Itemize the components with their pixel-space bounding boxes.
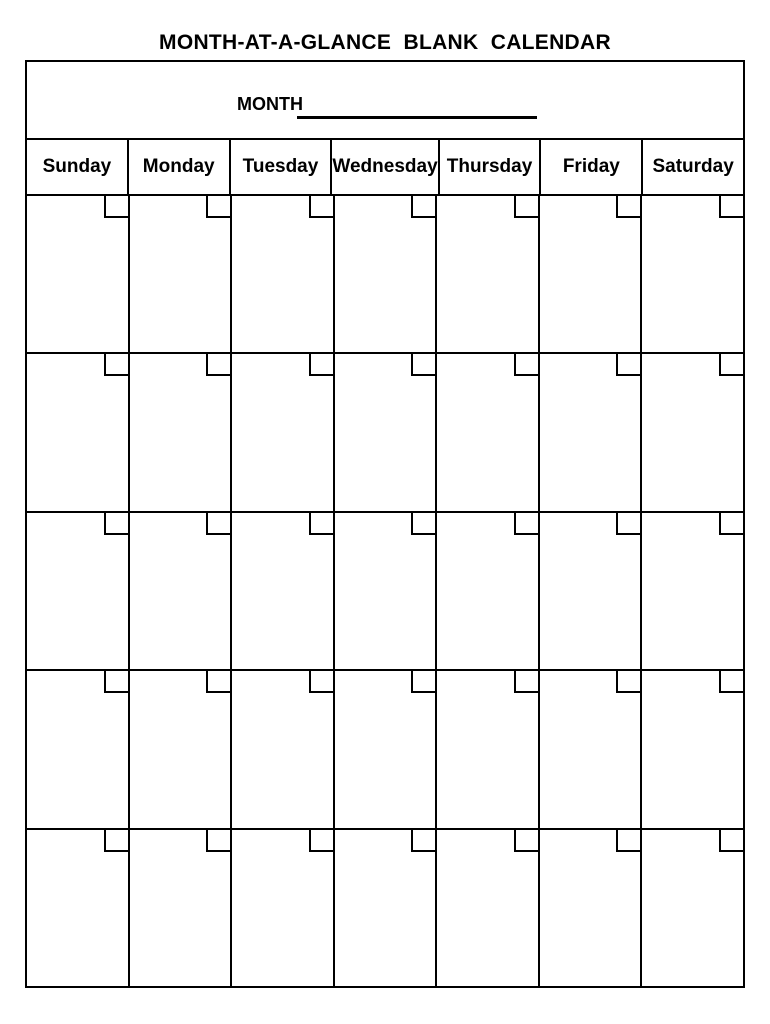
date-number-box[interactable] — [616, 830, 640, 852]
date-number-box[interactable] — [719, 830, 743, 852]
month-label: MONTH — [237, 94, 303, 114]
month-row — [27, 62, 743, 140]
day-cell[interactable] — [642, 354, 743, 510]
date-number-box[interactable] — [719, 513, 743, 535]
day-cell[interactable] — [232, 830, 335, 986]
date-number-box[interactable] — [616, 354, 640, 376]
day-grid — [27, 196, 743, 986]
weekday-header-sunday: Sunday — [27, 140, 129, 194]
date-number-box[interactable] — [309, 671, 333, 693]
weekday-header-tuesday: Tuesday — [231, 140, 333, 194]
date-number-box[interactable] — [206, 354, 230, 376]
date-number-box[interactable] — [104, 830, 128, 852]
day-cell[interactable] — [540, 196, 643, 352]
weekday-header-friday: Friday — [541, 140, 643, 194]
date-number-box[interactable] — [411, 830, 435, 852]
date-number-box[interactable] — [206, 671, 230, 693]
day-cell[interactable] — [130, 513, 233, 669]
day-cell[interactable] — [27, 354, 130, 510]
month-blank-line[interactable] — [297, 116, 537, 119]
day-cell[interactable] — [437, 196, 540, 352]
date-number-box[interactable] — [719, 671, 743, 693]
day-cell[interactable] — [232, 671, 335, 827]
week-row — [27, 354, 743, 512]
day-cell[interactable] — [437, 354, 540, 510]
week-row — [27, 513, 743, 671]
date-number-box[interactable] — [104, 354, 128, 376]
day-cell[interactable] — [130, 671, 233, 827]
day-cell[interactable] — [437, 671, 540, 827]
date-number-box[interactable] — [616, 513, 640, 535]
day-cell[interactable] — [335, 671, 438, 827]
day-cell[interactable] — [437, 830, 540, 986]
day-cell[interactable] — [642, 196, 743, 352]
date-number-box[interactable] — [206, 513, 230, 535]
date-number-box[interactable] — [616, 196, 640, 218]
week-row — [27, 830, 743, 986]
date-number-box[interactable] — [411, 513, 435, 535]
day-cell[interactable] — [27, 830, 130, 986]
day-cell[interactable] — [27, 671, 130, 827]
date-number-box[interactable] — [514, 513, 538, 535]
day-cell[interactable] — [232, 196, 335, 352]
date-number-box[interactable] — [206, 830, 230, 852]
date-number-box[interactable] — [616, 671, 640, 693]
weekday-header-monday: Monday — [129, 140, 231, 194]
day-cell[interactable] — [642, 830, 743, 986]
date-number-box[interactable] — [309, 513, 333, 535]
date-number-box[interactable] — [104, 513, 128, 535]
day-cell[interactable] — [130, 354, 233, 510]
date-number-box[interactable] — [719, 196, 743, 218]
day-cell[interactable] — [540, 830, 643, 986]
weekday-header-thursday: Thursday — [440, 140, 542, 194]
week-row — [27, 196, 743, 354]
day-cell[interactable] — [130, 196, 233, 352]
date-number-box[interactable] — [719, 354, 743, 376]
weekday-header-row — [27, 140, 743, 196]
day-cell[interactable] — [27, 513, 130, 669]
day-cell[interactable] — [335, 196, 438, 352]
date-number-box[interactable] — [411, 196, 435, 218]
day-cell[interactable] — [232, 354, 335, 510]
day-cell[interactable] — [27, 196, 130, 352]
date-number-box[interactable] — [104, 671, 128, 693]
week-row — [27, 671, 743, 829]
date-number-box[interactable] — [514, 196, 538, 218]
date-number-box[interactable] — [411, 671, 435, 693]
date-number-box[interactable] — [514, 830, 538, 852]
weekday-header-wednesday: Wednesday — [332, 140, 439, 194]
date-number-box[interactable] — [309, 830, 333, 852]
day-cell[interactable] — [437, 513, 540, 669]
day-cell[interactable] — [130, 830, 233, 986]
date-number-box[interactable] — [206, 196, 230, 218]
day-cell[interactable] — [642, 671, 743, 827]
weekday-header-saturday: Saturday — [652, 156, 734, 177]
day-cell[interactable] — [232, 513, 335, 669]
date-number-box[interactable] — [309, 196, 333, 218]
date-number-box[interactable] — [514, 671, 538, 693]
date-number-box[interactable] — [514, 354, 538, 376]
calendar-grid — [25, 60, 745, 988]
date-number-box[interactable] — [104, 196, 128, 218]
day-cell[interactable] — [540, 354, 643, 510]
page-title: MONTH-AT-A-GLANCE BLANK CALENDAR — [159, 31, 611, 54]
date-number-box[interactable] — [309, 354, 333, 376]
day-cell[interactable] — [540, 671, 643, 827]
day-cell[interactable] — [540, 513, 643, 669]
day-cell[interactable] — [335, 830, 438, 986]
day-cell[interactable] — [335, 513, 438, 669]
day-cell[interactable] — [642, 513, 743, 669]
date-number-box[interactable] — [411, 354, 435, 376]
day-cell[interactable] — [335, 354, 438, 510]
